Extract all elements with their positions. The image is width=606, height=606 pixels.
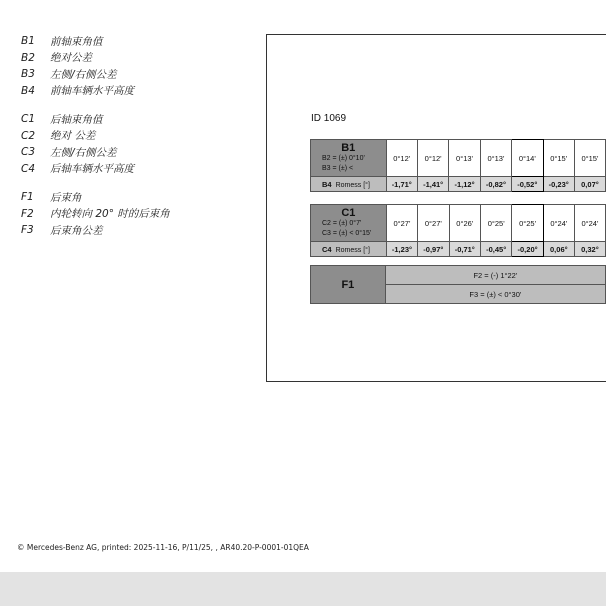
rear-axle-toe-table	[310, 204, 606, 257]
c1-value: 0°24'	[574, 205, 605, 242]
f1-code: F1	[311, 266, 386, 304]
legend-row	[21, 206, 251, 223]
c1-value-highlighted: 0°25'	[512, 205, 543, 242]
legend-code: B3	[21, 68, 35, 81]
legend-row	[21, 144, 251, 161]
f2-value: F2 = (-) 1°22'	[385, 266, 605, 285]
b4-value: -1,12°	[449, 177, 480, 192]
b1-value: 0°13'	[449, 140, 480, 177]
b1-value: 0°13'	[480, 140, 511, 177]
c1-value: 0°27'	[418, 205, 449, 242]
legend-text: 左侧/右侧公差	[50, 68, 117, 81]
legend-row	[21, 83, 251, 100]
legend-text: 后轴束角值	[50, 113, 103, 126]
c4-value: 0,32°	[574, 242, 605, 257]
legend-row	[21, 222, 251, 239]
legend-code: C2	[21, 129, 36, 142]
legend-text: 内轮转向 20° 时的后束角	[50, 208, 170, 221]
legend-group-f	[21, 189, 251, 239]
legend-text: 绝对公差	[50, 52, 92, 65]
legend-code: F3	[21, 224, 34, 237]
legend-text: 后束角公差	[50, 224, 103, 237]
legend-row	[21, 189, 251, 206]
c4-value: -0,45°	[480, 242, 511, 257]
document-id: ID 1069	[311, 113, 347, 124]
b1-value: 0°15'	[574, 140, 605, 177]
legend-text: 后轴车辆水平高度	[50, 163, 134, 176]
legend-text: 绝对 公差	[50, 130, 96, 143]
c1-value: 0°25'	[480, 205, 511, 242]
b1-value: 0°12'	[386, 140, 417, 177]
c1-value: 0°24'	[543, 205, 574, 242]
legend-code: C4	[21, 162, 36, 175]
legend-code: F2	[21, 207, 34, 220]
b4-value: -1,41°	[417, 177, 448, 192]
legend-text: 左侧/右侧公差	[50, 146, 117, 159]
legend-row	[21, 33, 251, 50]
b1-code: B1	[341, 142, 356, 154]
c4-code: C4	[322, 244, 332, 254]
c3-tolerance: C3 = (±) < 0°15'	[322, 230, 372, 237]
legend-text: 前轴车辆水平高度	[50, 85, 134, 98]
footer-copyright: © Mercedes-Benz AG, printed: 2025-11-16, P/11/25, , AR40.20-P-0001-01QEA	[17, 543, 309, 552]
legend-code: C1	[21, 113, 36, 126]
b4-label-cell	[311, 177, 387, 192]
b3-tolerance: B3 = (±) <	[322, 165, 354, 172]
c2-tolerance: C2 = (±) 0°7'	[322, 220, 362, 227]
b1-header-cell	[311, 140, 387, 177]
legend-row	[21, 50, 251, 67]
legend	[21, 33, 251, 251]
b4-unit: Romess [°]	[335, 181, 370, 189]
c4-label-cell	[311, 242, 387, 257]
c4-unit: Romess [°]	[335, 246, 370, 254]
b1-value: 0°15'	[543, 140, 574, 177]
c4-value-highlighted: -0,20°	[512, 242, 543, 257]
c1-value: 0°26'	[449, 205, 480, 242]
legend-text: 前轴束角值	[50, 35, 103, 48]
b2-tolerance: B2 = (±) 0°10'	[322, 155, 365, 162]
b1-value-highlighted: 0°14'	[512, 140, 543, 177]
c1-header-cell	[311, 205, 387, 242]
legend-code: C3	[21, 146, 36, 159]
c4-value: -0,71°	[449, 242, 480, 257]
f3-value: F3 = (±) < 0°30'	[385, 285, 605, 304]
c1-value: 0°27'	[386, 205, 417, 242]
b1-value: 0°12'	[417, 140, 448, 177]
b4-code: B4	[322, 179, 332, 189]
front-axle-toe-table	[310, 139, 606, 192]
rear-toe-steered-table	[310, 265, 606, 304]
b4-value: -1,71°	[386, 177, 417, 192]
b4-value: 0,07°	[574, 177, 605, 192]
legend-row	[21, 66, 251, 83]
c4-value: -1,23°	[386, 242, 417, 257]
legend-code: F1	[21, 191, 34, 204]
b4-value-highlighted: -0,52°	[512, 177, 543, 192]
b4-value: -0,82°	[480, 177, 511, 192]
c4-value: -0,97°	[418, 242, 449, 257]
legend-row	[21, 128, 251, 145]
legend-code: B4	[21, 84, 35, 97]
legend-group-c	[21, 111, 251, 177]
b4-value: -0,23°	[543, 177, 574, 192]
legend-text: 后束角	[50, 191, 82, 204]
c4-value: 0,06°	[543, 242, 574, 257]
legend-code: B2	[21, 51, 35, 64]
legend-row	[21, 161, 251, 178]
legend-code: B1	[21, 35, 35, 48]
legend-row	[21, 111, 251, 128]
legend-group-b	[21, 33, 251, 99]
bottom-bar	[0, 572, 606, 606]
c1-code: C1	[341, 207, 356, 219]
